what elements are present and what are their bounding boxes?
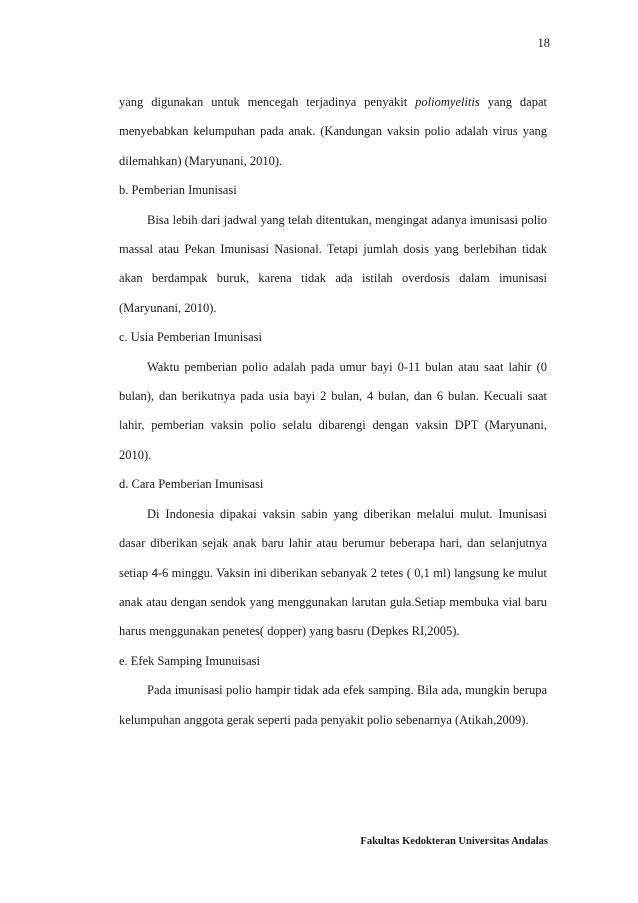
- section-heading-cara: d. Cara Pemberian Imunisasi: [119, 477, 264, 492]
- page-number: 18: [537, 36, 550, 50]
- section-heading-usia: c. Usia Pemberian Imunisasi: [119, 330, 263, 345]
- section-heading-efek: e. Efek Samping Imunuisasi: [119, 653, 260, 668]
- intro-text-end: yang dapat menyebabkan kelumpuhan pada anak. (Kandungan vaksin polio adalah virus yang dilemahkan) (Maryunani, 2010).: [119, 95, 547, 168]
- section-paragraph-efek: Pada imunisasi polio hampir tidak ada efek samping. Bila ada, mungkin berupa kelumpuhan anggota gerak seperti pada penyakit polio sebenarnya (Atikah,2009).: [119, 683, 547, 727]
- intro-italic-term: poliomyelitis: [415, 95, 480, 109]
- section-paragraph-pemberian: Bisa lebih dari jadwal yang telah ditentukan, mengingat adanya imunisasi polio massal atau Pekan Imunisasi Nasional. Tetapi jumlah dosis yang berlebihan tidak akan berdampak buruk, karena tidak ada istilah overdosis dalam imunisasi (Maryunani, 2010).: [119, 212, 547, 315]
- intro-paragraph: [119, 88, 547, 176]
- intro-text-start: yang digunakan untuk mencegah terjadinya penyakit: [119, 95, 416, 109]
- section-paragraph-usia: Waktu pemberian polio adalah pada umur bayi 0-11 bulan atau saat lahir (0 bulan), dan berikutnya pada usia bayi 2 bulan, 4 bulan, dan 6 bulan. Kecuali saat lahir, pemberian vaksin polio selalu dibarengi dengan vaksin DPT (Maryunani, 2010).: [119, 359, 547, 462]
- section-heading-pemberian: b. Pemberian Imunisasi: [119, 183, 237, 198]
- document-body: [119, 88, 547, 735]
- section-paragraph-cara: Di Indonesia dipakai vaksin sabin yang diberikan melalui mulut. Imunisasi dasar diberikan sejak anak baru lahir atau berumur beberapa hari, dan selanjutnya setiap 4-6 minggu. Vaksin ini diberikan sebanyak 2 tetes ( 0,1 ml) langsung ke mulut anak atau dengan sendok yang menggunakan larutan gula.Setiap membuka vial baru harus menggunakan penetes( dopper) yang basru (Depkes RI,2005).: [119, 506, 547, 639]
- page-footer: Fakultas Kedokteran Universitas Andalas: [360, 836, 548, 847]
